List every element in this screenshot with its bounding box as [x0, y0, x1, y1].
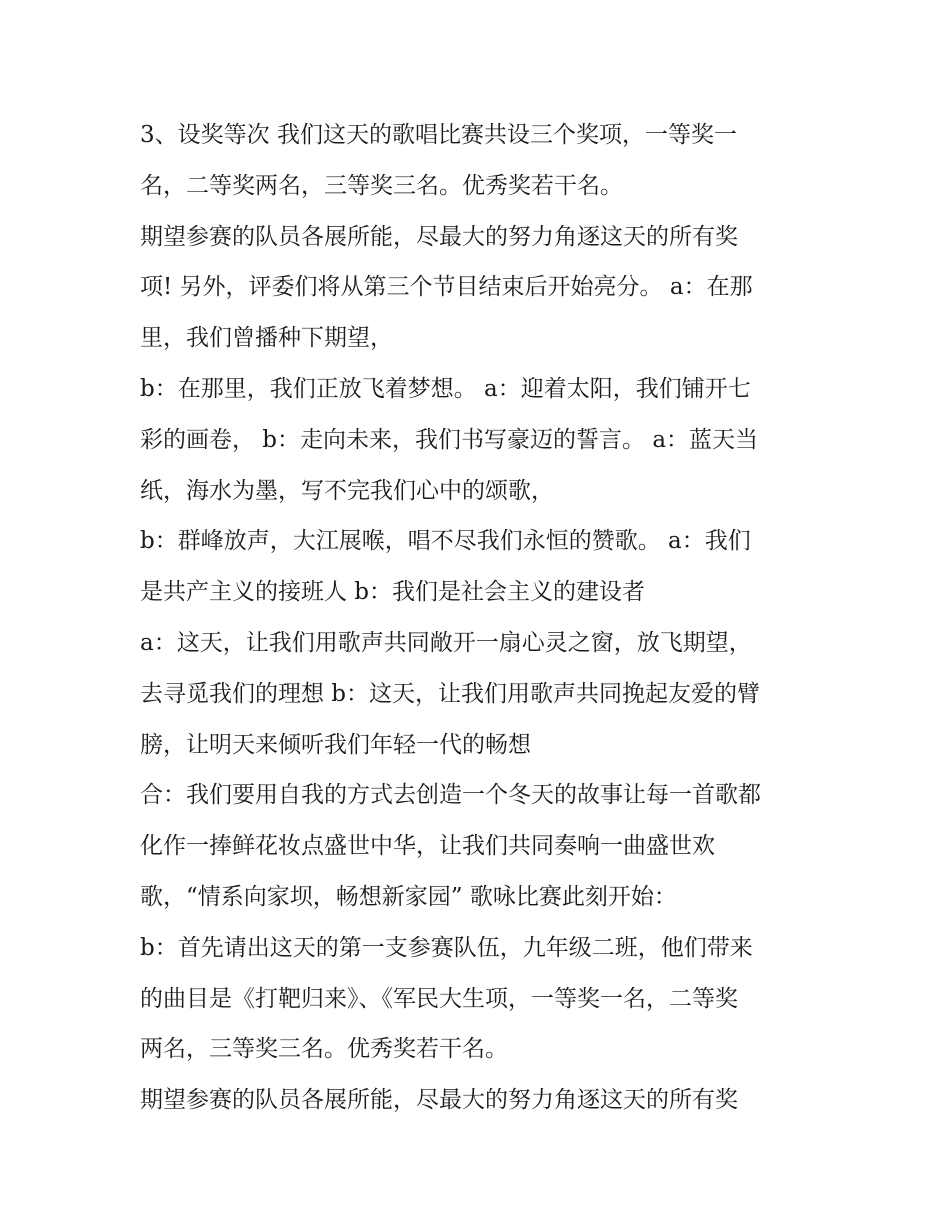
text-line: 彩的画卷， b：走向未来，我们书写豪迈的誓言。 a：蓝天当 [140, 426, 759, 453]
text-line: 名，二等奖两名，三等奖三名。优秀奖若干名。 [140, 172, 623, 199]
text-line: 两名，三等奖三名。优秀奖若干名。 [140, 1036, 508, 1063]
text-line: 期望参赛的队员各展所能，尽最大的努力角逐这天的所有奖 [140, 1087, 738, 1114]
text-line: 膀，让明天来倾听我们年轻一代的畅想 [140, 731, 531, 758]
text-line: 化作一捧鲜花妆点盛世中华，让我们共同奏响一曲盛世欢 [140, 833, 715, 860]
document-body [140, 110, 830, 1126]
text-line: a：这天，让我们用歌声共同敞开一扇心灵之窗，放飞期望， [140, 629, 752, 656]
text-line: b：群峰放声，大江展喉，唱不尽我们永恒的赞歌。 a：我们 [140, 528, 751, 555]
text-line: 里，我们曾播种下期望， [140, 325, 393, 352]
text-line: 歌，“情系向家坝，畅想新家园” 歌咏比赛此刻开始： [140, 883, 677, 910]
text-line: 是共产主义的接班人 b：我们是社会主义的建设者 [140, 579, 646, 606]
text-line: b：首先请出这天的第一支参赛队伍，九年级二班，他们带来 [140, 934, 753, 961]
text-line: 期望参赛的队员各展所能，尽最大的努力角逐这天的所有奖 [140, 223, 738, 250]
text-line: 的曲目是《打靶归来》、《军民大生项，一等奖一名，二等奖 [140, 985, 738, 1012]
text-line: b：在那里，我们正放飞着梦想。 a：迎着太阳，我们铺开七 [140, 375, 751, 402]
text-line: 纸，海水为墨，写不完我们心中的颂歌， [140, 477, 554, 504]
text-line: 项! 另外，评委们将从第三个节目结束后开始亮分。 a：在那 [140, 274, 753, 301]
text-line: 去寻觅我们的理想 b：这天，让我们用歌声共同挽起友爱的臂 [140, 680, 761, 707]
text-line: 3、设奖等次 我们这天的歌唱比赛共设三个奖项，一等奖一 [140, 122, 737, 148]
text-line: 合：我们要用自我的方式去创造一个冬天的故事让每一首歌都 [140, 782, 761, 809]
